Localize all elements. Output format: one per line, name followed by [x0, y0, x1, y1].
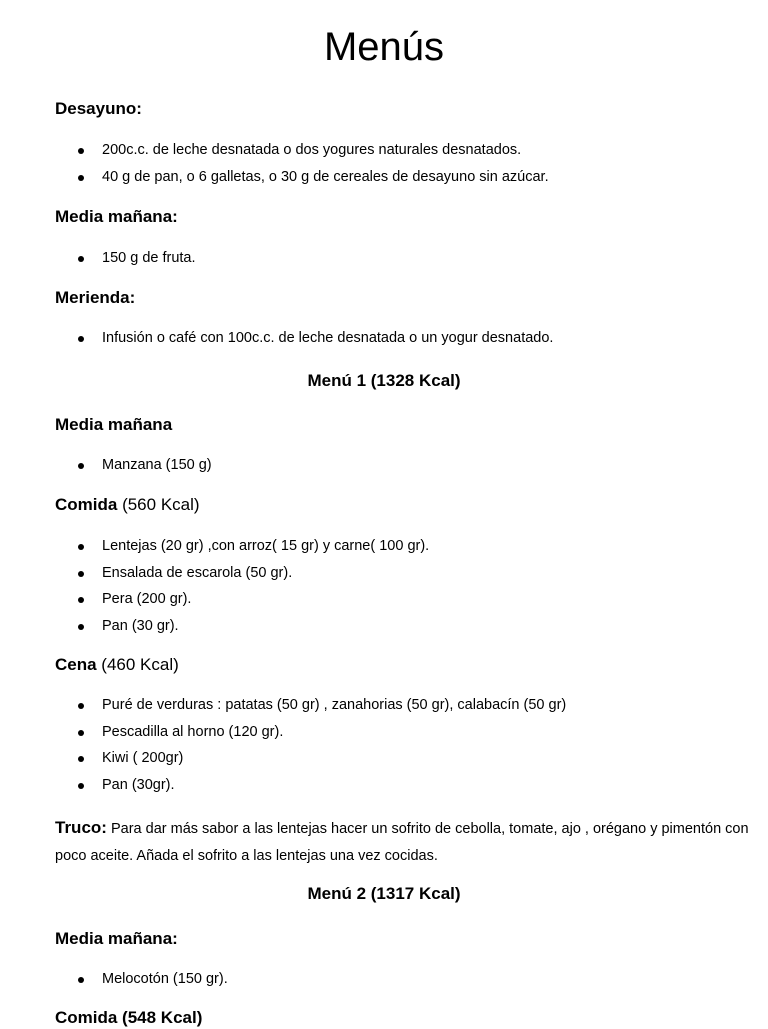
menu2-heading: Menú 2 (1317 Kcal) — [307, 884, 461, 903]
menu1-comida-heading — [55, 494, 200, 516]
list-item: Manzana (150 g) — [78, 452, 212, 479]
comida-kcal: (560 Kcal) — [117, 495, 200, 514]
merienda-list — [78, 325, 553, 352]
cena-kcal: (460 Kcal) — [96, 655, 179, 674]
menu1-heading: Menú 1 (1328 Kcal) — [307, 371, 461, 390]
desayuno-list — [78, 137, 549, 190]
list-item: Puré de verduras : patatas (50 gr) , zanahorias (50 gr), calabacín (50 gr) — [78, 692, 566, 719]
list-item: 200c.c. de leche desnatada o dos yogures naturales desnatados. — [78, 137, 549, 164]
comida-label: Comida — [55, 495, 118, 514]
menu1-media-manana-heading: Media mañana — [55, 415, 173, 434]
menu1-comida-list — [78, 533, 429, 639]
truco-paragraph — [55, 815, 755, 869]
truco-label: Truco: — [55, 818, 107, 837]
truco-text: Para dar más sabor a las lentejas hacer un sofrito de cebolla, tomate, ajo , orégano y pimentón con poco aceite. Añada el sofrito a las lentejas una vez cocidas. — [55, 821, 749, 864]
list-item: Pan (30gr). — [78, 772, 566, 799]
list-item: Pescadilla al horno (120 gr). — [78, 719, 566, 746]
menu2-media-manana-heading: Media mañana: — [55, 929, 178, 948]
list-item: Pera (200 gr). — [78, 586, 429, 613]
cena-label: Cena — [55, 655, 97, 674]
page-title: Menús — [323, 25, 445, 69]
menu1-cena-heading — [55, 654, 179, 676]
menu1-cena-list — [78, 692, 566, 798]
menu1-media-manana-list — [78, 452, 212, 479]
list-item: 150 g de fruta. — [78, 245, 196, 272]
media-manana-list — [78, 245, 196, 272]
list-item: 40 g de pan, o 6 galletas, o 30 g de cereales de desayuno sin azúcar. — [78, 164, 549, 191]
list-item: Lentejas (20 gr) ,con arroz( 15 gr) y carne( 100 gr). — [78, 533, 429, 560]
desayuno-heading: Desayuno: — [55, 99, 142, 118]
list-item: Ensalada de escarola (50 gr). — [78, 560, 429, 587]
list-item: Kiwi ( 200gr) — [78, 745, 566, 772]
list-item: Pan (30 gr). — [78, 613, 429, 640]
list-item: Melocotón (150 gr). — [78, 966, 228, 993]
list-item: Infusión o café con 100c.c. de leche desnatada o un yogur desnatado. — [78, 325, 553, 352]
menu2-comida-heading: Comida (548 Kcal) — [55, 1008, 203, 1027]
merienda-heading: Merienda: — [55, 288, 136, 307]
menu2-media-manana-list — [78, 966, 228, 993]
media-manana-heading: Media mañana: — [55, 207, 178, 226]
